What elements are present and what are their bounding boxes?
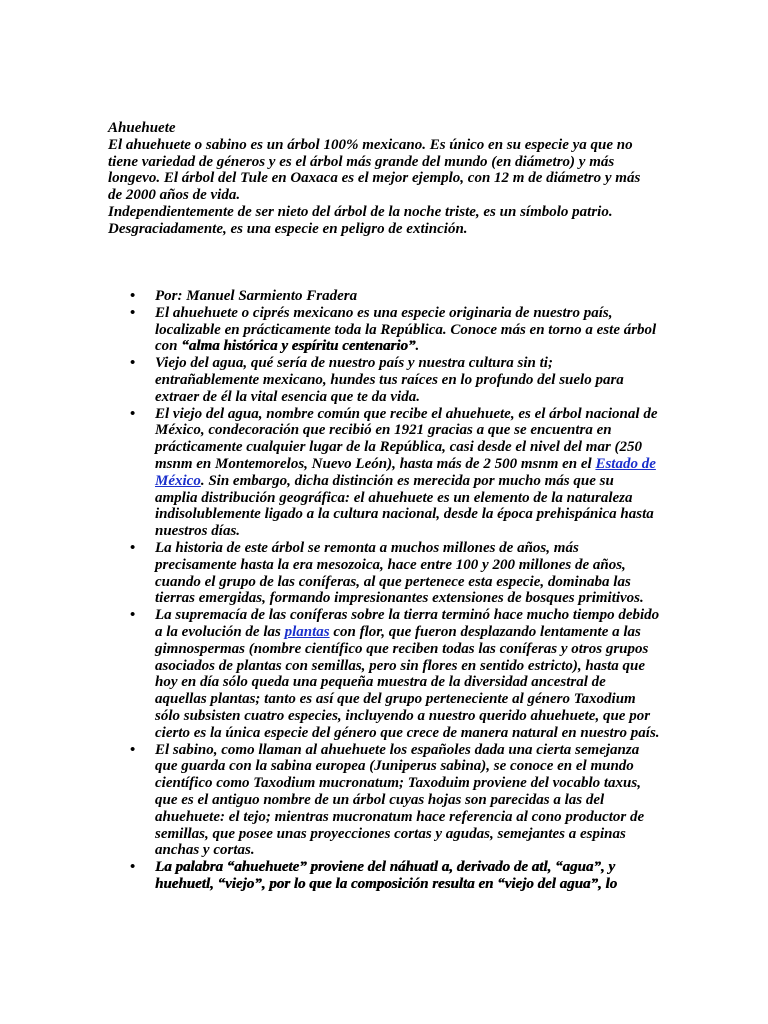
list-item-text: El viejo del agua, nombre común que recibe el ahuehuete, es el árbol nacional de México, condecoración que recibió en 1921 gracias a que se encuentra en prácticamente cualquier lugar de la República, casi desde el nivel del mar (250 msnm en Montemorelos, Nuevo León), hasta más de 2 500 msnm en el [155, 405, 658, 472]
bullet-icon: • [130, 539, 136, 556]
bullet-icon: • [130, 288, 136, 304]
list-item [130, 304, 660, 355]
document-title: Ahuehuete [108, 120, 176, 136]
estado-de-mexico-link[interactable]: Estado de México [155, 455, 656, 489]
list-item [130, 355, 660, 405]
list-item-text: con flor, que fueron desplazando lentamente a las gimnospermas (nombre científico que reciben todas las coníferas y otros grupos asociados de plantas con semillas, pero sin flores en sentido estricto), hasta que hoy en día sólo queda una pequeña muestra de la diversidad ancestral de aquellas plantas; tanto es así que del grupo perteneciente al género Taxodium sólo subsisten cuatro especies, incluyendo a nuestro querido ahuehuete, que por cierto es la única especie del género que crece de manera natural en nuestro país. [155, 623, 660, 741]
list-item [130, 288, 660, 305]
list-item [130, 607, 660, 741]
intro-paragraph: El ahuehuete o sabino es un árbol 100% mexicano. Es único en su especie ya que no tiene variedad de géneros y es el árbol más grande del mundo (en diámetro) y más longevo. El árbol del Tule en Oaxaca es el mejor ejemplo, con 12 m de diámetro y más de 2000 años de vida. [108, 136, 641, 204]
quoted-phrase: “alma histórica y espíritu centenario” [181, 338, 416, 355]
intro-section [108, 120, 648, 238]
list-item [130, 405, 660, 540]
list-item [130, 741, 660, 860]
plantas-link[interactable]: plantas [284, 623, 330, 640]
bullet-list [130, 288, 660, 893]
bullet-icon: • [130, 355, 136, 372]
bullet-icon: • [130, 859, 136, 876]
list-item [130, 539, 660, 607]
author-byline: Por: Manuel Sarmiento Fradera [155, 288, 358, 304]
bullet-icon: • [130, 607, 136, 624]
list-item [130, 859, 660, 893]
bullet-icon: • [130, 741, 136, 758]
list-item-text: La palabra “ahuehuete” proviene del náhuatl a, derivado de atl, “agua”, y huehuetl, “viejo”, por lo que la composición resulta en “viejo del agua”, lo [155, 859, 618, 892]
list-item-text: El ahuehuete o ciprés mexicano es una especie originaria de nuestro país, localizable en prácticamente toda la República. Conoce más en torno a este árbol con [155, 304, 657, 355]
list-item-text: . [415, 338, 420, 355]
list-item-text: El sabino, como llaman al ahuehuete los españoles dada una cierta semejanza que guarda con la sabina europea (Juniperus sabina), se conoce en el mundo científico como Taxodium mucronatum; Taxoduim proviene del vocablo taxus, que es el antiguo nombre de un árbol cuyas hojas son parecidas a las del ahuehuete: el tejo; mientras mucronatum hace referencia al cono productor de semillas, que posee unas proyecciones cortas y agudas, semejantes a espinas anchas y cortas. [155, 741, 645, 859]
bullet-icon: • [130, 304, 136, 321]
list-item-text: Viejo del agua, qué sería de nuestro país y nuestra cultura sin ti; entrañablemente mexicano, hundes tus raíces en lo profundo del suelo para extraer de él la vital esencia que te da vida. [155, 355, 624, 405]
intro-paragraph: Independientemente de ser nieto del árbol de la noche triste, es un símbolo patrio. Desgraciadamente, es una especie en peligro de extinción. [108, 203, 613, 237]
list-item-text: La historia de este árbol se remonta a muchos millones de años, más precisamente hasta la era mesozoica, hace entre 100 y 200 millones de años, cuando el grupo de las coníferas, al que pertenece esta especie, dominaba las tierras emergidas, formando impresionantes extensiones de bosques primitivos. [155, 539, 644, 607]
list-item-text: La supremacía de las coníferas sobre la tierra terminó hace mucho tiempo debido a la evolución de las [155, 607, 660, 640]
bullet-icon: • [130, 405, 136, 422]
list-item-text: . Sin embargo, dicha distinción es merecida por mucho más que su amplia distribución geográfica: el ahuehuete es un elemento de la naturaleza indisolublemente ligado a la cultura nacional, desde la época prehispánica hasta nuestros días. [155, 472, 654, 540]
